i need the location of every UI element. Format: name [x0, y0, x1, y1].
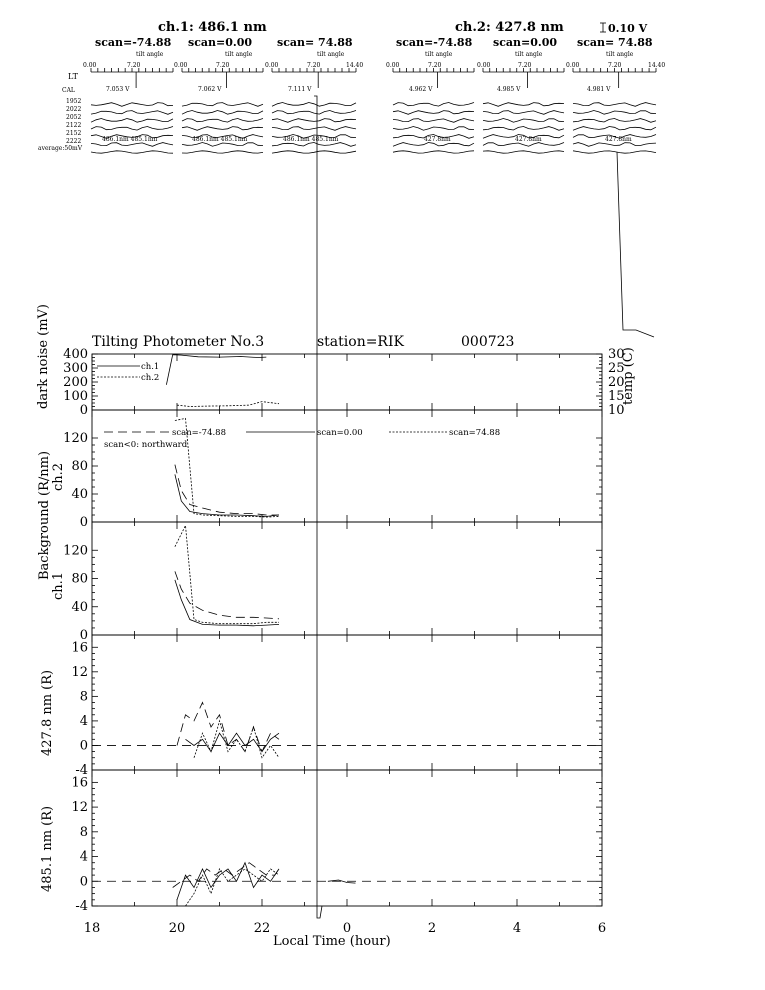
hdr-trace-3-5 — [393, 143, 474, 147]
scan-label-1: scan=0.00 — [188, 36, 253, 49]
hdr-average-3 — [393, 151, 474, 153]
legend-label-scan-pos: scan=74.88 — [449, 428, 501, 438]
y2tick-label-1: 15 — [608, 389, 625, 404]
hdr-trace-4-2 — [483, 119, 564, 123]
background-ylabel: Background (R/nm) — [37, 450, 52, 580]
ytick-label-4-0: -4 — [75, 899, 88, 914]
xtick-label-3: 0 — [342, 921, 352, 936]
series-4-0 — [173, 863, 279, 888]
temp-ylabel: temp (C) — [621, 347, 636, 405]
tilt-label-3: tilt angle — [425, 51, 453, 58]
hdr-trace-3-1 — [393, 111, 474, 115]
panel-frame-0 — [92, 354, 602, 410]
tilt-tick-ch2-4: 0.00 — [566, 62, 580, 69]
tilt-tick-3: 7.20 — [216, 62, 230, 69]
ytick-label-3-4: 12 — [71, 664, 88, 680]
series-0-0 — [166, 355, 266, 385]
legend-label-ch2: ch.2 — [141, 373, 160, 383]
xtick-label-1: 20 — [168, 921, 186, 936]
ytick-label-3-5: 16 — [71, 640, 88, 656]
tilt-label-4: tilt angle — [515, 51, 543, 58]
xtick-label-5: 4 — [512, 921, 522, 936]
ytick-label-3-2: 4 — [79, 713, 88, 729]
hdr-trace-2-3 — [272, 127, 356, 131]
tilt-tick-ch2-0: 0.00 — [386, 62, 400, 69]
ytick-label-2-3: 120 — [63, 543, 88, 559]
hdr-trace-2-0 — [272, 103, 356, 107]
hdr-trace-2-1 — [272, 111, 356, 115]
ytick-label-2-1: 40 — [71, 599, 88, 615]
ch427-ylabel: 427.8 nm (R) — [40, 669, 55, 756]
panel-frame-4 — [92, 770, 602, 906]
tilt-tick-2: 0.00 — [174, 62, 188, 69]
ch2-ylabel: ch.2 — [51, 462, 66, 491]
ch1-ylabel: ch.1 — [51, 571, 66, 600]
scale-bar-icon — [600, 23, 606, 32]
scan-label-4: scan=0.00 — [493, 36, 558, 49]
dark-noise-ylabel: dark noise (mV) — [36, 303, 51, 409]
series-0-1 — [177, 402, 279, 407]
tilt-tick-4: 0.00 — [265, 62, 279, 69]
tilt-tick-5: 7.20 — [307, 62, 321, 69]
hdr-trace-1-3 — [182, 127, 263, 131]
ytick-label-4-3: 8 — [79, 824, 88, 840]
row-time-2: 2052 — [66, 114, 82, 121]
xtick-label-0: 18 — [83, 921, 101, 936]
row-time-0: 1952 — [66, 98, 82, 105]
hdr-trace-4-3 — [483, 127, 564, 131]
header-panels — [91, 68, 656, 153]
xtick-label-6: 6 — [597, 921, 607, 936]
scan-label-0: scan=-74.88 — [95, 36, 172, 49]
hdr-trace-5-3 — [573, 127, 656, 131]
ch485-ylabel: 485.1 nm (R) — [40, 805, 55, 892]
cal-value-3: 4.962 V — [409, 86, 433, 93]
average-label: average:50mV — [38, 145, 83, 152]
xaxis-label: Local Time (hour) — [273, 934, 391, 949]
ytick-label-1-2: 80 — [71, 459, 88, 474]
hdr-average-4 — [483, 151, 564, 153]
hdr-trace-1-2 — [182, 119, 263, 123]
ytick-label-0-4: 400 — [63, 347, 88, 362]
station-label: station=RIK — [317, 334, 404, 350]
series-2-1 — [175, 580, 279, 626]
cal-value-0: 7.053 V — [106, 86, 130, 93]
tilt-label-2: tilt angle — [317, 51, 345, 58]
ytick-label-0-1: 100 — [63, 389, 88, 404]
hdr-average-2 — [272, 151, 356, 153]
wl-label-5: 427.8nm — [605, 136, 632, 143]
background-legend — [104, 428, 500, 450]
hdr-trace-0-2 — [91, 119, 173, 123]
cal-value-4: 4.985 V — [497, 86, 521, 93]
ytick-label-4-4: 12 — [71, 800, 88, 816]
series-1-1 — [175, 474, 279, 516]
tilt-tick-ch2-3: 7.20 — [518, 62, 532, 69]
ytick-label-2-2: 80 — [71, 571, 88, 587]
hdr-trace-1-5 — [182, 143, 263, 147]
hdr-trace-0-5 — [91, 143, 173, 147]
y2tick-label-0: 10 — [608, 403, 625, 418]
wl-label-0: 486.1nm 485.1nm — [102, 136, 158, 143]
hdr-trace-5-5 — [573, 143, 656, 147]
y2tick-label-2: 20 — [608, 375, 625, 390]
hdr-average-5 — [573, 151, 656, 153]
ch2-trace-drop — [617, 152, 654, 337]
y2tick-label-4: 30 — [608, 347, 625, 362]
tilt-tick-ch2-1: 7.20 — [428, 62, 442, 69]
hdr-trace-0-3 — [91, 127, 173, 131]
scan-label-5: scan= 74.88 — [577, 36, 653, 49]
hdr-trace-0-1 — [91, 111, 173, 115]
date-code: 000723 — [461, 334, 515, 350]
hdr-trace-3-0 — [393, 103, 474, 107]
ytick-label-0-0: 0 — [79, 403, 88, 418]
ytick-label-3-3: 8 — [79, 689, 88, 705]
hdr-trace-3-3 — [393, 127, 474, 131]
hdr-trace-1-1 — [182, 111, 263, 115]
tilt-tick-6: 14.40 — [346, 62, 364, 69]
hdr-trace-5-2 — [573, 119, 656, 123]
tilt-tick-ch2-5: 7.20 — [608, 62, 622, 69]
tilt-tick-0: 0.00 — [83, 62, 97, 69]
cal-value-5: 4.981 V — [587, 86, 611, 93]
ytick-label-1-3: 120 — [63, 431, 88, 446]
hdr-trace-0-0 — [91, 103, 173, 107]
tilt-tick-1: 7.20 — [127, 62, 141, 69]
tilt-tick-ch2-6: 14.40 — [648, 62, 666, 69]
row-time-1: 2022 — [66, 106, 82, 113]
hdr-trace-2-2 — [272, 119, 356, 123]
ytick-label-1-1: 40 — [71, 487, 88, 502]
panel-frame-2 — [92, 522, 602, 635]
wl-label-1: 486.1nm 485.1nm — [192, 136, 248, 143]
row-time-5: 2222 — [66, 138, 82, 145]
lt-label: LT — [68, 72, 78, 81]
northward-note: scan<0: northward — [104, 440, 188, 450]
hdr-trace-3-2 — [393, 119, 474, 123]
series-2-0 — [175, 571, 279, 618]
cal-value-2: 7.111 V — [288, 86, 312, 93]
figure-title: Tilting Photometer No.3 — [92, 334, 265, 350]
ytick-label-4-2: 4 — [79, 849, 88, 865]
cursor-line — [314, 96, 322, 918]
ytick-label-3-1: 0 — [79, 738, 88, 754]
wl-label-4: 427.8nm — [515, 136, 542, 143]
ytick-label-4-5: 16 — [71, 775, 88, 791]
hdr-average-1 — [182, 151, 263, 153]
scan-label-2: scan= 74.88 — [277, 36, 353, 49]
ytick-label-3-0: -4 — [75, 763, 88, 778]
ytick-label-1-0: 0 — [79, 515, 88, 530]
cal-label: CAL — [62, 87, 75, 94]
ytick-label-4-1: 0 — [79, 874, 88, 890]
hdr-average-0 — [91, 151, 173, 153]
xtick-label-4: 2 — [427, 921, 437, 936]
y2tick-label-3: 25 — [608, 361, 625, 376]
series-2-2 — [175, 526, 279, 624]
xtick-label-2: 22 — [253, 921, 271, 936]
hdr-trace-4-0 — [483, 103, 564, 107]
hdr-trace-2-5 — [272, 143, 356, 147]
ytick-label-0-3: 300 — [63, 361, 88, 376]
legend-label-scan-zero: scan=0.00 — [317, 428, 363, 438]
panel-frame-1 — [92, 410, 602, 522]
tilt-label-5: tilt angle — [606, 51, 634, 58]
header — [38, 20, 665, 153]
hdr-trace-1-0 — [182, 103, 263, 107]
scale-bar-label: 0.10 V — [608, 22, 648, 35]
dark-noise-legend — [97, 362, 159, 383]
wl-label-2: 486.1nm 485.1nm — [283, 136, 339, 143]
hdr-trace-4-1 — [483, 111, 564, 115]
legend-label-scan-neg: scan=-74.88 — [172, 428, 226, 438]
hdr-trace-5-1 — [573, 111, 656, 115]
row-time-4: 2152 — [66, 130, 82, 137]
scan-label-3: scan=-74.88 — [396, 36, 473, 49]
panel-frame-3 — [92, 635, 602, 770]
hdr-trace-5-0 — [573, 103, 656, 107]
ytick-label-0-2: 200 — [63, 375, 88, 390]
row-time-3: 2122 — [66, 122, 82, 129]
tilt-label-0: tilt angle — [136, 51, 164, 58]
tilt-tick-ch2-2: 0.00 — [477, 62, 491, 69]
cal-value-1: 7.062 V — [198, 86, 222, 93]
legend-label-ch1: ch.1 — [141, 362, 160, 372]
ytick-label-2-0: 0 — [79, 628, 88, 643]
tilt-label-1: tilt angle — [225, 51, 253, 58]
ch1-title: ch.1: 486.1 nm — [158, 20, 267, 35]
hdr-trace-4-5 — [483, 143, 564, 147]
time-cursor — [314, 96, 654, 918]
ch2-title: ch.2: 427.8 nm — [455, 20, 564, 35]
wl-label-3: 427.8nm — [424, 136, 451, 143]
